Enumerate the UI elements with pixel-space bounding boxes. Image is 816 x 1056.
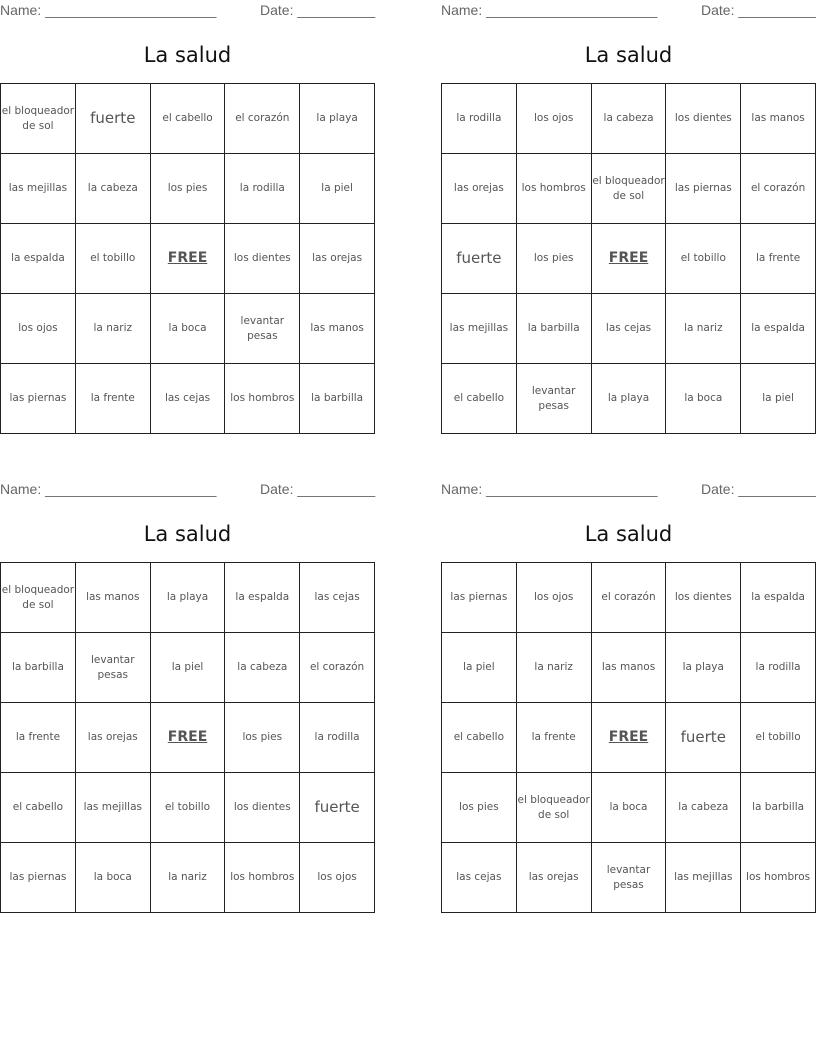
- grid-cell: los ojos: [516, 563, 591, 633]
- grid-cell: la frente: [516, 703, 591, 773]
- grid-cell: levantar pesas: [516, 364, 591, 434]
- grid-cell: la playa: [150, 563, 225, 633]
- grid-cell: el bloqueador de sol: [1, 563, 76, 633]
- grid-row: [442, 843, 816, 913]
- grid-cell: la barbilla: [300, 364, 375, 434]
- grid-cell: el corazón: [300, 633, 375, 703]
- name-field: Name: ______________________: [441, 481, 658, 497]
- grid-cell: los ojos: [300, 843, 375, 913]
- grid-cell: los ojos: [1, 294, 76, 364]
- grid-row: [1, 294, 375, 364]
- grid-row: [442, 84, 816, 154]
- grid-cell: la cabeza: [75, 154, 150, 224]
- grid-cell: la frente: [75, 364, 150, 434]
- grid-cell: fuerte: [666, 703, 741, 773]
- bingo-card-3: [0, 479, 375, 909]
- grid-cell: la playa: [591, 364, 666, 434]
- grid-cell: los hombros: [516, 154, 591, 224]
- grid-cell: los ojos: [516, 84, 591, 154]
- grid-cell: las manos: [591, 633, 666, 703]
- card-title: La salud: [143, 43, 232, 67]
- grid-cell: la cabeza: [666, 773, 741, 843]
- grid-cell: la espalda: [225, 563, 300, 633]
- grid-row: [1, 843, 375, 913]
- grid-cell: las orejas: [75, 703, 150, 773]
- grid-row: [442, 563, 816, 633]
- grid-cell: la nariz: [516, 633, 591, 703]
- grid-row: [1, 703, 375, 773]
- grid-row: [442, 154, 816, 224]
- name-field: Name: ______________________: [441, 2, 658, 18]
- grid-cell: los dientes: [225, 224, 300, 294]
- grid-cell: el tobillo: [75, 224, 150, 294]
- grid-cell: las piernas: [666, 154, 741, 224]
- free-space-cell: FREE: [150, 703, 225, 773]
- grid-cell: el cabello: [1, 773, 76, 843]
- grid-cell: las manos: [300, 294, 375, 364]
- grid-cell: los pies: [442, 773, 517, 843]
- grid-cell: las cejas: [150, 364, 225, 434]
- grid-cell: la barbilla: [516, 294, 591, 364]
- grid-row: [442, 224, 816, 294]
- grid-cell: el corazón: [591, 563, 666, 633]
- grid-row: [1, 633, 375, 703]
- grid-row: [442, 364, 816, 434]
- grid-cell: el bloqueador de sol: [1, 84, 76, 154]
- grid-cell: las cejas: [300, 563, 375, 633]
- grid-cell: el corazón: [741, 154, 816, 224]
- grid-cell: la frente: [741, 224, 816, 294]
- grid-cell: la cabeza: [591, 84, 666, 154]
- grid-cell: la nariz: [150, 843, 225, 913]
- grid-cell: el cabello: [150, 84, 225, 154]
- grid-cell: las cejas: [591, 294, 666, 364]
- grid-cell: el bloqueador de sol: [516, 773, 591, 843]
- grid-cell: la frente: [1, 703, 76, 773]
- grid-cell: el tobillo: [741, 703, 816, 773]
- grid-cell: la boca: [591, 773, 666, 843]
- grid-row: [1, 154, 375, 224]
- bingo-card-1: [0, 0, 375, 430]
- grid-cell: las piernas: [1, 364, 76, 434]
- grid-cell: el corazón: [225, 84, 300, 154]
- grid-cell: la nariz: [75, 294, 150, 364]
- grid-cell: los pies: [150, 154, 225, 224]
- grid-cell: las cejas: [442, 843, 517, 913]
- free-space-cell: FREE: [591, 224, 666, 294]
- grid-cell: el tobillo: [666, 224, 741, 294]
- grid-cell: la barbilla: [1, 633, 76, 703]
- name-field: Name: ______________________: [0, 2, 217, 18]
- grid-cell: la playa: [300, 84, 375, 154]
- grid-cell: la barbilla: [741, 773, 816, 843]
- bingo-grid: [441, 562, 816, 913]
- grid-cell: la espalda: [741, 563, 816, 633]
- grid-cell: la rodilla: [442, 84, 517, 154]
- bingo-card-4: [441, 479, 816, 909]
- grid-cell: la boca: [150, 294, 225, 364]
- bingo-grid: [0, 83, 375, 434]
- grid-cell: la piel: [300, 154, 375, 224]
- grid-cell: los dientes: [666, 84, 741, 154]
- card-title: La salud: [143, 522, 232, 546]
- grid-cell: los pies: [516, 224, 591, 294]
- card-title: La salud: [584, 43, 673, 67]
- grid-cell: fuerte: [300, 773, 375, 843]
- grid-cell: fuerte: [442, 224, 517, 294]
- grid-row: [442, 703, 816, 773]
- grid-cell: la piel: [150, 633, 225, 703]
- grid-cell: la espalda: [741, 294, 816, 364]
- grid-cell: las orejas: [300, 224, 375, 294]
- grid-row: [1, 224, 375, 294]
- grid-cell: las piernas: [1, 843, 76, 913]
- grid-cell: el cabello: [442, 703, 517, 773]
- grid-cell: las manos: [75, 563, 150, 633]
- grid-cell: los hombros: [225, 843, 300, 913]
- grid-cell: fuerte: [75, 84, 150, 154]
- grid-cell: la rodilla: [225, 154, 300, 224]
- grid-cell: los pies: [225, 703, 300, 773]
- date-field: Date: __________: [260, 481, 376, 497]
- card-title: La salud: [584, 522, 673, 546]
- grid-row: [1, 563, 375, 633]
- date-field: Date: __________: [260, 2, 376, 18]
- grid-cell: las piernas: [442, 563, 517, 633]
- grid-row: [442, 633, 816, 703]
- grid-cell: las mejillas: [442, 294, 517, 364]
- date-field: Date: __________: [701, 481, 816, 497]
- grid-row: [442, 773, 816, 843]
- grid-cell: el bloqueador de sol: [591, 154, 666, 224]
- grid-cell: levantar pesas: [75, 633, 150, 703]
- grid-cell: los hombros: [225, 364, 300, 434]
- bingo-card-2: [441, 0, 816, 430]
- grid-cell: la rodilla: [741, 633, 816, 703]
- date-field: Date: __________: [701, 2, 816, 18]
- grid-cell: las mejillas: [75, 773, 150, 843]
- bingo-grid: [0, 562, 375, 913]
- grid-cell: la boca: [75, 843, 150, 913]
- grid-cell: la piel: [442, 633, 517, 703]
- grid-cell: el cabello: [442, 364, 517, 434]
- free-space-cell: FREE: [150, 224, 225, 294]
- grid-cell: las orejas: [516, 843, 591, 913]
- grid-cell: las mejillas: [666, 843, 741, 913]
- grid-cell: las orejas: [442, 154, 517, 224]
- grid-cell: la espalda: [1, 224, 76, 294]
- grid-cell: la boca: [666, 364, 741, 434]
- grid-cell: levantar pesas: [225, 294, 300, 364]
- grid-cell: la cabeza: [225, 633, 300, 703]
- grid-cell: el tobillo: [150, 773, 225, 843]
- grid-row: [442, 294, 816, 364]
- grid-cell: los hombros: [741, 843, 816, 913]
- grid-row: [1, 84, 375, 154]
- grid-cell: los dientes: [225, 773, 300, 843]
- grid-cell: las mejillas: [1, 154, 76, 224]
- grid-cell: levantar pesas: [591, 843, 666, 913]
- grid-cell: los dientes: [666, 563, 741, 633]
- grid-cell: la playa: [666, 633, 741, 703]
- name-field: Name: ______________________: [0, 481, 217, 497]
- grid-row: [1, 364, 375, 434]
- grid-cell: la piel: [741, 364, 816, 434]
- grid-cell: las manos: [741, 84, 816, 154]
- grid-cell: la rodilla: [300, 703, 375, 773]
- grid-cell: la nariz: [666, 294, 741, 364]
- free-space-cell: FREE: [591, 703, 666, 773]
- bingo-grid: [441, 83, 816, 434]
- grid-row: [1, 773, 375, 843]
